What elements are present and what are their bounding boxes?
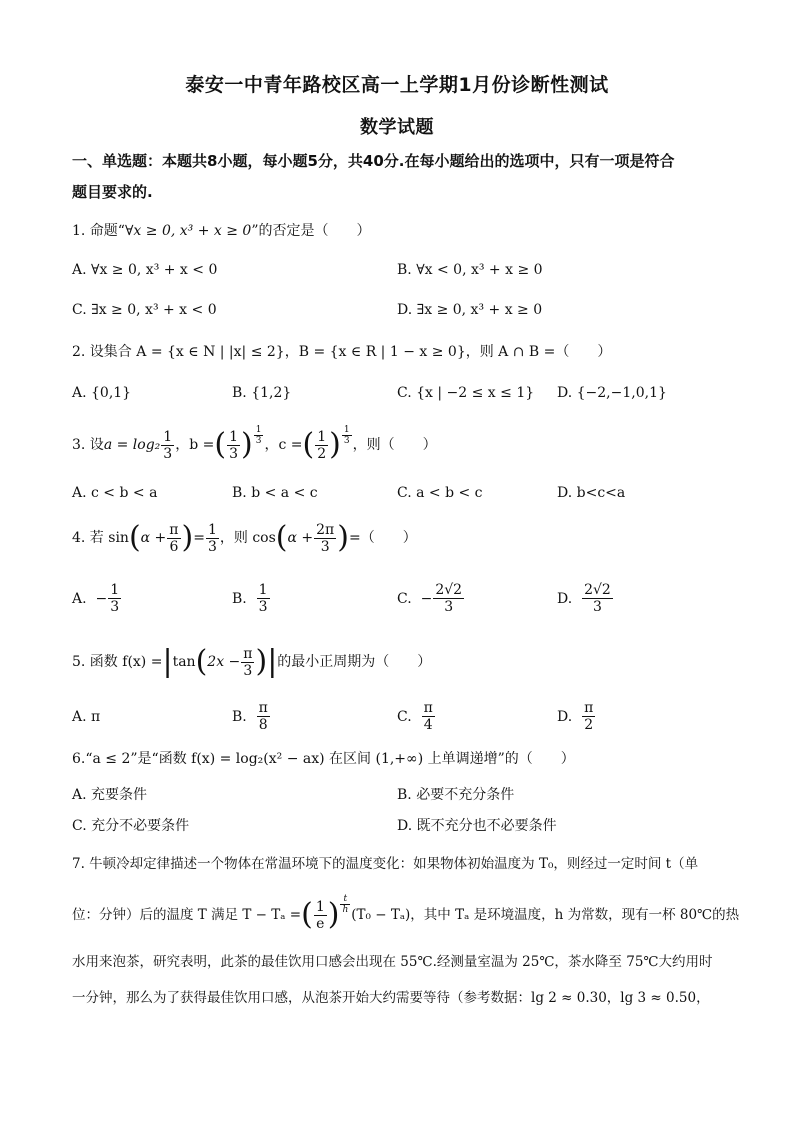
- question-3: [72, 425, 437, 465]
- q5-d-fraction: $\frac{\pi}{2}$: [584, 700, 594, 733]
- q3-b-exponent: $\frac{1}{3}$: [255, 424, 262, 446]
- q5-paren-close: ): [255, 644, 268, 679]
- q4-rhs: $\frac{1}{3}$: [207, 521, 217, 555]
- q5-tail: 的最小正周期为（ ）: [277, 654, 432, 670]
- q4-mid: ，则 cos: [219, 530, 276, 546]
- q1-suffix: ”的否定是（ ）: [251, 223, 371, 239]
- q6-option-a: A. 充要条件: [72, 787, 148, 803]
- q4-eq: =: [193, 530, 205, 546]
- q7-line2a: 位：分钟）后的温度 T 满足 T − Tₐ =: [72, 907, 302, 923]
- q5-d-label: D.: [557, 708, 573, 725]
- q3-c-paren-open: (: [302, 427, 315, 462]
- q4-b-fraction: $\frac{1}{3}$: [258, 582, 268, 615]
- q4-inner-1: α +: [140, 530, 167, 546]
- q4-paren-close-1: ): [181, 520, 194, 555]
- q7-paren-close: ): [327, 897, 340, 932]
- q5-option-c: [397, 700, 436, 733]
- q5-option-b: [232, 700, 271, 733]
- q6-option-c: C. 充分不必要条件: [72, 818, 190, 834]
- q5-pi-over-3: $\frac{\pi}{3}$: [243, 645, 253, 679]
- question-7-line-1: 7. 牛顿冷却定律描述一个物体在常温环境下的温度变化：如果物体初始温度为 T₀，则经过一定时间 t（单: [72, 856, 699, 872]
- q4-2pi-over-3: $\frac{2\pi}{3}$: [316, 521, 335, 555]
- q3-a: a = log₂: [103, 437, 161, 453]
- q4-inner-2: α +: [287, 530, 314, 546]
- q3-option-d: D. b<c<a: [557, 485, 626, 501]
- q4-lead: 4. 若 sin: [72, 530, 129, 546]
- q3-c-paren-close: ): [329, 427, 341, 462]
- q3-b-paren-close: ): [241, 427, 253, 462]
- q1-expr: ∀x ≥ 0, x³ + x ≥ 0: [124, 223, 252, 239]
- q1-option-b: B. ∀x < 0, x³ + x ≥ 0: [397, 262, 543, 278]
- q5-tan: tan: [172, 654, 196, 670]
- q3-c-exponent: $\frac{1}{3}$: [343, 424, 350, 446]
- q5-abs-open: |: [162, 644, 173, 679]
- q3-b-label: ，b =: [175, 437, 215, 453]
- q1-option-a: A. ∀x ≥ 0, x³ + x < 0: [72, 262, 218, 278]
- q4-c-fraction: $\frac{2√2}{3}$: [435, 582, 463, 615]
- q5-abs-close: |: [267, 644, 278, 679]
- q4-d-label: D.: [557, 590, 573, 607]
- q3-option-a: A. c < b < a: [72, 485, 158, 501]
- q2-option-b: B. {1,2}: [232, 385, 292, 401]
- page-subtitle: 数学试题: [360, 117, 434, 138]
- question-7-line-4: 一分钟，那么为了获得最佳饮用口感，从泡茶开始大约需要等待（参考数据：lg 2 ≈ 0.30，lg 3 ≈ 0.50，: [72, 990, 710, 1006]
- question-4: [72, 518, 417, 558]
- question-1: [72, 222, 371, 240]
- q5-c-fraction: $\frac{\pi}{4}$: [423, 700, 433, 733]
- question-5: [72, 642, 431, 682]
- q4-option-b: [232, 582, 271, 615]
- q4-a-sign: −: [95, 590, 108, 607]
- q5-option-a: A. π: [72, 709, 101, 725]
- q4-d-fraction: $\frac{2√2}{3}$: [584, 582, 611, 615]
- q4-paren-open-1: (: [128, 520, 141, 555]
- q7-line2b: (T₀ − Tₐ)，其中 Tₐ 是环境温度，h 为常数，现有一杯 80℃的热: [351, 907, 740, 923]
- q6-option-b: B. 必要不充分条件: [397, 787, 515, 803]
- q4-option-a: [72, 582, 122, 615]
- section-heading: 一、单选题：本题共8小题，每小题5分，共40分.在每小题给出的选项中，只有一项是符合: [72, 152, 675, 170]
- q5-b-label: B.: [232, 708, 247, 725]
- q3-tail: ，则（ ）: [352, 437, 437, 453]
- question-6: 6.“a ≤ 2”是“函数 f(x) = log₂(x² − ax) 在区间 (1,+∞) 上单调递增”的（ ）: [72, 751, 575, 767]
- q3-option-b: B. b < a < c: [232, 485, 318, 501]
- q4-pi-over-6: $\frac{\pi}{6}$: [169, 521, 179, 555]
- q3-option-c: C. a < b < c: [397, 485, 483, 501]
- q4-a-fraction: $\frac{1}{3}$: [110, 582, 120, 615]
- q4-a-label: A.: [72, 590, 87, 607]
- q4-paren-close-2: ): [337, 520, 349, 555]
- q3-b-fraction: $\frac{1}{3}$: [229, 428, 238, 462]
- q4-option-d: [557, 582, 614, 615]
- q3-a-fraction: $\frac{1}{3}$: [163, 428, 173, 462]
- q5-arg: 2x −: [207, 654, 241, 670]
- q4-c-label: C.: [397, 590, 412, 607]
- q2-option-c: C. {x | −2 ≤ x ≤ 1}: [397, 385, 535, 401]
- section-heading-cont: 题目要求的.: [72, 183, 153, 201]
- q1-option-c: C. ∃x ≥ 0, x³ + x < 0: [72, 302, 217, 318]
- q1-option-d: D. ∃x ≥ 0, x³ + x ≥ 0: [397, 302, 543, 318]
- q3-c-label: ，c =: [264, 437, 303, 453]
- question-7-line-2: [72, 895, 739, 935]
- page-title: 泰安一中青年路校区高一上学期1月份诊断性测试: [185, 74, 609, 96]
- q7-paren-open: (: [301, 897, 313, 932]
- q4-b-label: B.: [232, 590, 247, 607]
- q4-paren-open-2: (: [275, 520, 288, 555]
- q5-b-fraction: $\frac{\pi}{8}$: [258, 700, 268, 733]
- q2-option-a: A. {0,1}: [72, 385, 132, 401]
- q6-option-d: D. 既不充分也不必要条件: [397, 818, 557, 834]
- q5-c-label: C.: [397, 708, 412, 725]
- question-7-line-3: 水用来泡茶，研究表明，此茶的最佳饮用口感会出现在 55℃.经测量室温为 25℃，茶水降至 75℃大约用时: [72, 954, 713, 970]
- question-2: 2. 设集合 A = {x ∈ N | |x| ≤ 2}，B = {x ∈ R | 1 − x ≥ 0}，则 A ∩ B =（ ）: [72, 344, 612, 360]
- q3-lead: 3. 设: [72, 437, 104, 453]
- q3-b-paren-open: (: [214, 427, 227, 462]
- q5-lead: 5. 函数 f(x) =: [72, 654, 163, 670]
- q4-c-sign: −: [420, 590, 433, 607]
- q4-option-c: [397, 582, 465, 615]
- q5-paren-open: (: [195, 644, 208, 679]
- q1-prefix: 1. 命题“: [72, 223, 125, 239]
- q4-tail: =（ ）: [348, 530, 417, 546]
- q7-one-over-e: $\frac{1}{e}$: [315, 898, 325, 932]
- q2-option-d: D. {−2,−1,0,1}: [557, 385, 667, 401]
- q7-exponent: $\frac{t}{h}$: [342, 893, 349, 915]
- q3-c-fraction: $\frac{1}{2}$: [317, 428, 327, 462]
- q5-option-d: [557, 700, 596, 733]
